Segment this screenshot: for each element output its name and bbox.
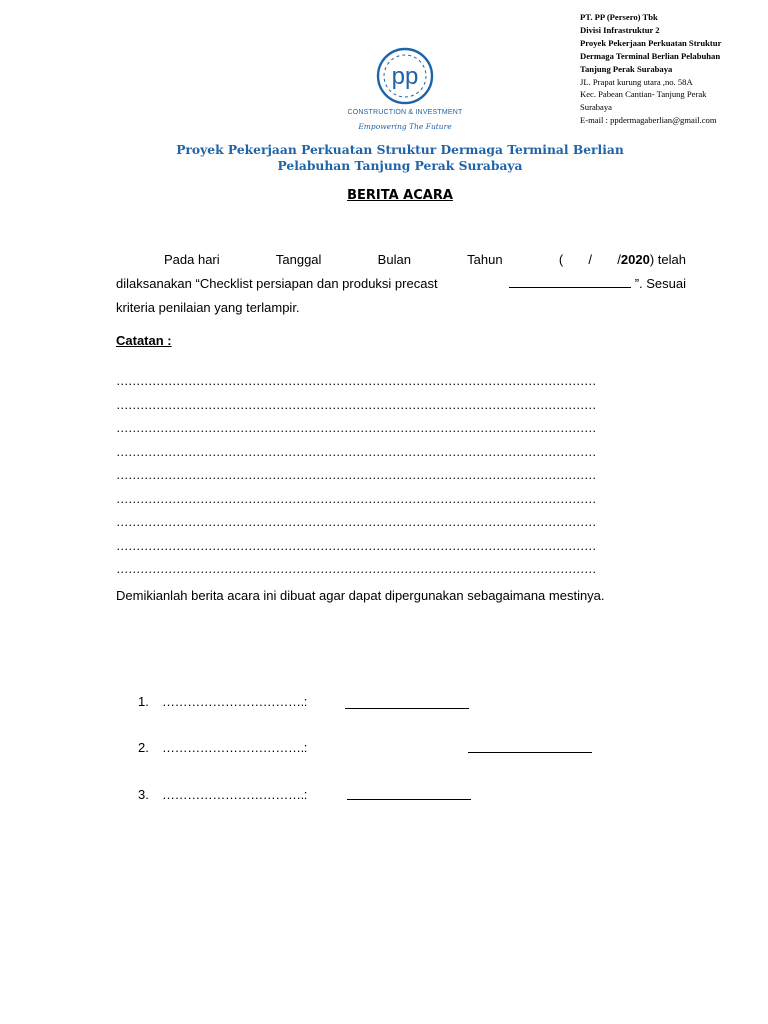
note-line: …………………………………………………………………………………………………………	[116, 421, 596, 435]
signatory-number: 1.	[138, 694, 149, 709]
signatory-number: 2.	[138, 740, 149, 755]
year-value: 2020	[620, 252, 650, 267]
signatory-name-field[interactable]: …………………………….:	[162, 787, 308, 802]
note-line: …………………………………………………………………………………………………………	[116, 562, 596, 576]
signatory-3	[138, 787, 307, 802]
company-project-line-3: Tanjung Perak Surabaya	[580, 63, 673, 74]
company-division: Divisi Infrastruktur 2	[580, 24, 660, 35]
note-line: …………………………………………………………………………………………………………	[116, 515, 596, 529]
pp-logo-icon	[369, 45, 441, 107]
project-title-line-2: Pelabuhan Tanjung Perak Surabaya	[277, 158, 523, 173]
label-pada-hari: Pada hari	[164, 252, 220, 267]
company-address-district: Kec. Pabean Cantian- Tanjung Perak	[580, 89, 707, 100]
precast-blank-field[interactable]	[509, 273, 631, 288]
statement-paragraph	[116, 248, 686, 320]
document-title: BERITA ACARA	[347, 188, 453, 203]
paragraph-row-2-prefix: dilaksanakan “Checklist persiapan dan produksi precast	[116, 276, 438, 291]
note-line: …………………………………………………………………………………………………………	[116, 397, 596, 412]
paragraph-row-3: kriteria penilaian yang terlampir.	[116, 300, 300, 315]
note-line: …………………………………………………………………………………………………………	[116, 538, 596, 553]
paragraph-row-2	[116, 272, 686, 296]
company-address-city: Surabaya	[580, 102, 612, 113]
date-field[interactable]	[559, 248, 686, 272]
closing-statement: Demikianlah berita acara ini dibuat agar dapat dipergunakan sebagaimana mestinya.	[116, 588, 605, 603]
company-project-line-1: Proyek Pekerjaan Perkuatan Struktur	[580, 37, 722, 48]
signatory-2	[138, 740, 307, 755]
project-title-line-1: Proyek Pekerjaan Perkuatan Struktur Dermaga Terminal Berlian	[176, 142, 624, 157]
company-project-line-2: Dermaga Terminal Berlian Pelabuhan	[580, 50, 721, 61]
label-bulan: Bulan	[377, 252, 411, 267]
signatory-name-field[interactable]: …………………………….:	[162, 740, 308, 755]
paragraph-row-1	[116, 248, 686, 272]
signature-line-2[interactable]	[468, 751, 592, 753]
paragraph-row-2-suffix: ”. Sesuai	[634, 276, 686, 291]
logo-tagline: Empowering The Future	[358, 122, 452, 131]
company-logo	[340, 45, 470, 135]
catatan-label: Catatan :	[116, 333, 172, 348]
company-info	[580, 11, 765, 127]
note-line: …………………………………………………………………………………………………………	[116, 491, 596, 506]
note-line: …………………………………………………………………………………………………………	[116, 444, 596, 459]
label-tanggal: Tanggal	[275, 252, 322, 267]
company-name: PT. PP (Persero) Tbk	[580, 12, 658, 22]
year-slash: /	[617, 252, 621, 267]
paren-open: (	[558, 252, 564, 267]
note-line: …………………………………………………………………………………………………………	[116, 374, 596, 388]
signatory-name-field[interactable]: …………………………….:	[162, 694, 308, 709]
signature-line-1[interactable]	[345, 707, 469, 709]
project-title	[120, 142, 680, 174]
company-email: E-mail : ppdermagaberlian@gmail.com	[580, 115, 717, 126]
signature-line-3[interactable]	[347, 798, 471, 800]
signatory-1	[138, 694, 307, 709]
logo-caption: CONSTRUCTION & INVESTMENT	[347, 109, 463, 116]
note-line: …………………………………………………………………………………………………………	[116, 468, 596, 482]
logo-monogram: pp	[391, 63, 419, 90]
label-tahun: Tahun	[467, 252, 503, 267]
company-address-street: JL. Prapat kurung utara ,no. 58A	[580, 76, 693, 87]
date-slash: /	[588, 252, 593, 267]
paren-close-telah: ) telah	[649, 252, 686, 267]
signatory-number: 3.	[138, 787, 149, 802]
notes-area[interactable]	[116, 370, 686, 582]
